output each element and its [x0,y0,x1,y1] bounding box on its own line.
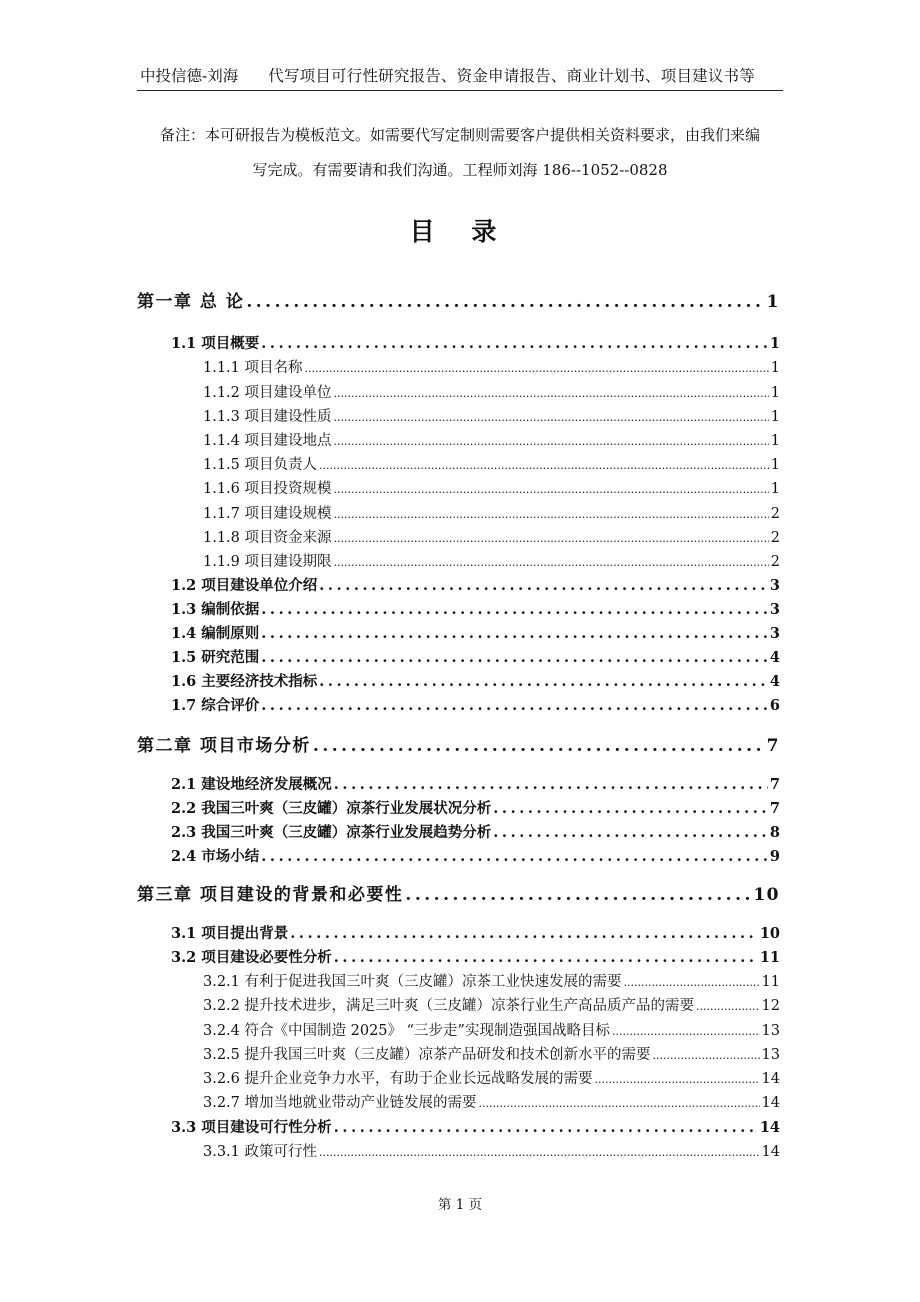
toc-entry-label: 1.1 项目概要 [171,335,260,352]
toc-dot-leader [290,925,758,942]
toc-entry-label: 1.1.1 项目名称 [203,360,303,376]
toc-entry-page: 1 [770,457,780,473]
toc-dot-leader [334,949,758,966]
note-line-1: 备注：本可研报告为模板范文。如需要代写定制则需要客户提供相关资料要求，由我们来编 [159,126,760,144]
toc-dot-leader [334,411,769,424]
toc-dot-leader [246,292,764,312]
toc-entry-level-3[interactable] [137,1019,780,1040]
toc-dot-leader [319,1146,760,1159]
toc-entry-label: 3.2.6 提升企业竞争力水平，有助于企业长远战略发展的需要 [203,1071,593,1087]
toc-entry-page: 9 [769,848,780,865]
toc-dot-leader [624,976,760,989]
toc-entry-page: 1 [770,385,780,401]
toc-entry-label: 3.3.1 政策可行性 [203,1144,318,1160]
toc-entry-page: 7 [769,800,780,817]
toc-entry-level-3[interactable] [137,405,780,426]
toc-dot-leader [493,824,768,841]
toc-entry-page: 2 [770,506,780,522]
toc-entry-page: 1 [770,360,780,376]
page-number: 第 1 页 [437,1197,483,1213]
toc-entry-page: 1 [770,481,780,497]
page-header [137,64,783,91]
toc-entry-page: 12 [761,998,780,1014]
toc-entry-page: 14 [759,1119,780,1136]
toc-entry-page: 2 [770,554,780,570]
toc-entry-label: 1.3 编制依据 [171,601,260,618]
toc-entry-level-2[interactable] [137,332,780,353]
toc-dot-leader [334,508,769,521]
toc-entry-level-2[interactable] [137,922,780,943]
toc-entry-level-2[interactable] [137,694,780,715]
toc-dot-leader [334,776,768,793]
toc-dot-leader [261,335,768,352]
toc-dot-leader [334,387,769,400]
toc-entry-level-2[interactable] [137,622,780,643]
toc-entry-label: 1.1.5 项目负责人 [203,457,318,473]
toc-entry-label: 3.2.5 提升我国三叶爽（三皮罐）凉茶产品研发和技术创新水平的需要 [203,1047,651,1063]
toc-dot-leader [261,625,768,642]
toc-dot-leader [261,601,768,618]
toc-entry-level-3[interactable] [137,1140,780,1161]
toc-entry-page: 1 [770,409,780,425]
toc-entry-level-2[interactable] [137,845,780,866]
toc-entry-page: 7 [766,736,780,756]
toc-entry-label: 1.1.3 项目建设性质 [203,409,332,425]
toc-entry-level-3[interactable] [137,477,780,498]
toc-entry-page: 2 [770,530,780,546]
toc-dot-leader [653,1049,760,1062]
toc-entry-page: 1 [766,292,780,312]
toc-entry-level-2[interactable] [137,574,780,595]
toc-dot-leader [334,435,769,448]
toc-entry-label: 1.1.4 项目建设地点 [203,433,332,449]
toc-entry-page: 6 [769,697,780,714]
toc-dot-leader [334,532,769,545]
toc-entry-label: 3.2 项目建设必要性分析 [171,949,332,966]
toc-entry-level-2[interactable] [137,821,780,842]
toc-entry-label: 3.2.2 提升技术进步，满足三叶爽（三皮罐）凉茶行业生产高品质产品的需要 [203,998,695,1014]
toc-entry-label: 3.2.1 有利于促进我国三叶爽（三皮罐）凉茶工业快速发展的需要 [203,974,622,990]
header-author: 中投信德-刘海 [140,67,239,85]
toc-entry-label: 1.7 综合评价 [171,697,260,714]
toc-entry-label: 1.1.9 项目建设期限 [203,554,332,570]
toc-entry-label: 3.2.4 符合《中国制造 2025》 “三步走”实现制造强国战略目标 [203,1023,610,1039]
toc-entry-level-3[interactable] [137,1091,780,1112]
toc-entry-level-3[interactable] [137,526,780,547]
toc-entry-level-2[interactable] [137,670,780,691]
toc-entry-level-3[interactable] [137,970,780,991]
toc-dot-leader [313,736,765,756]
toc-entry-label: 第二章 项目市场分析 [137,736,311,756]
toc-entry-label: 3.3 项目建设可行性分析 [171,1119,332,1136]
toc-entry-page: 14 [761,1144,780,1160]
toc-entry-page: 13 [761,1023,780,1039]
toc-entry-page: 14 [761,1095,780,1111]
toc-entry-page: 4 [769,673,780,690]
toc-dot-leader [319,459,769,472]
toc-entry-label: 3.2.7 增加当地就业带动产业链发展的需要 [203,1095,477,1111]
toc-entry-page: 1 [769,335,780,352]
toc-entry-page: 13 [761,1047,780,1063]
toc-entry-label: 1.6 主要经济技术指标 [171,673,318,690]
toc-entry-page: 3 [769,625,780,642]
toc-entry-label: 1.5 研究范围 [171,649,260,666]
toc-entry-page: 14 [761,1071,780,1087]
toc-entry-label: 3.1 项目提出背景 [171,925,289,942]
toc-entry-level-1[interactable] [137,731,780,756]
toc-entry-page: 11 [761,974,780,990]
toc-entry-label: 第一章 总 论 [137,292,245,312]
toc-entry-level-2[interactable] [137,946,780,967]
toc-entry-label: 第三章 项目建设的背景和必要性 [137,885,404,905]
toc-dot-leader [595,1073,760,1086]
toc-entry-page: 10 [753,885,780,905]
toc-entry-level-2[interactable] [137,1116,780,1137]
toc-dot-leader [319,673,768,690]
toc-dot-leader [319,577,768,594]
toc-entry-level-2[interactable] [137,773,780,794]
toc-entry-level-3[interactable] [137,1043,780,1064]
toc-dot-leader [493,800,768,817]
toc-dot-leader [696,1000,760,1013]
toc-entry-level-3[interactable] [137,502,780,523]
toc-dot-leader [261,649,768,666]
toc-dot-leader [334,556,769,569]
toc-entry-page: 10 [759,925,780,942]
toc-entry-page: 4 [769,649,780,666]
toc-entry-label: 1.1.2 项目建设单位 [203,385,332,401]
toc-entry-level-3[interactable] [137,381,780,402]
toc-entry-label: 1.4 编制原则 [171,625,260,642]
toc-entry-level-3[interactable] [137,429,780,450]
toc-entry-page: 3 [769,577,780,594]
toc-dot-leader [261,848,768,865]
toc-entry-level-1[interactable] [137,287,780,312]
toc-entry-level-3[interactable] [137,550,780,571]
toc-entry-label: 1.1.6 项目投资规模 [203,481,332,497]
toc-dot-leader [305,362,769,375]
template-note [137,118,783,188]
toc-entry-page: 8 [769,824,780,841]
toc-entry-level-2[interactable] [137,598,780,619]
toc-entry-level-2[interactable] [137,797,780,818]
toc-entry-page: 1 [770,433,780,449]
toc-entry-label: 2.3 我国三叶爽（三皮罐）凉茶行业发展趋势分析 [171,824,492,841]
toc-dot-leader [405,885,751,905]
toc-entry-label: 2.1 建设地经济发展概况 [171,776,332,793]
toc-entry-level-2[interactable] [137,646,780,667]
toc-dot-leader [334,1119,758,1136]
note-line-2: 写完成。有需要请和我们沟通。工程师刘海 186--1052--0828 [252,161,668,179]
header-services: 代写项目可行性研究报告、资金申请报告、商业计划书、项目建议书等 [268,67,755,85]
toc-entry-level-3[interactable] [137,453,780,474]
toc-entry-level-1[interactable] [137,880,780,905]
toc-dot-leader [612,1025,760,1038]
toc-entry-label: 1.1.7 项目建设规模 [203,506,332,522]
toc-entry-page: 3 [769,601,780,618]
toc-entry-page: 7 [769,776,780,793]
toc-entry-page: 11 [759,949,780,966]
toc-dot-leader [479,1097,760,1110]
toc-entry-level-3[interactable] [137,356,780,377]
toc-dot-leader [334,483,769,496]
toc-title: 目 录 [409,217,511,246]
toc-entry-label: 1.2 项目建设单位介绍 [171,577,318,594]
toc-entry-level-3[interactable] [137,1067,780,1088]
toc-entry-label: 1.1.8 项目资金来源 [203,530,332,546]
toc-entry-level-3[interactable] [137,994,780,1015]
toc-entry-label: 2.4 市场小结 [171,848,260,865]
toc-entry-label: 2.2 我国三叶爽（三皮罐）凉茶行业发展状况分析 [171,800,492,817]
toc-dot-leader [261,697,768,714]
